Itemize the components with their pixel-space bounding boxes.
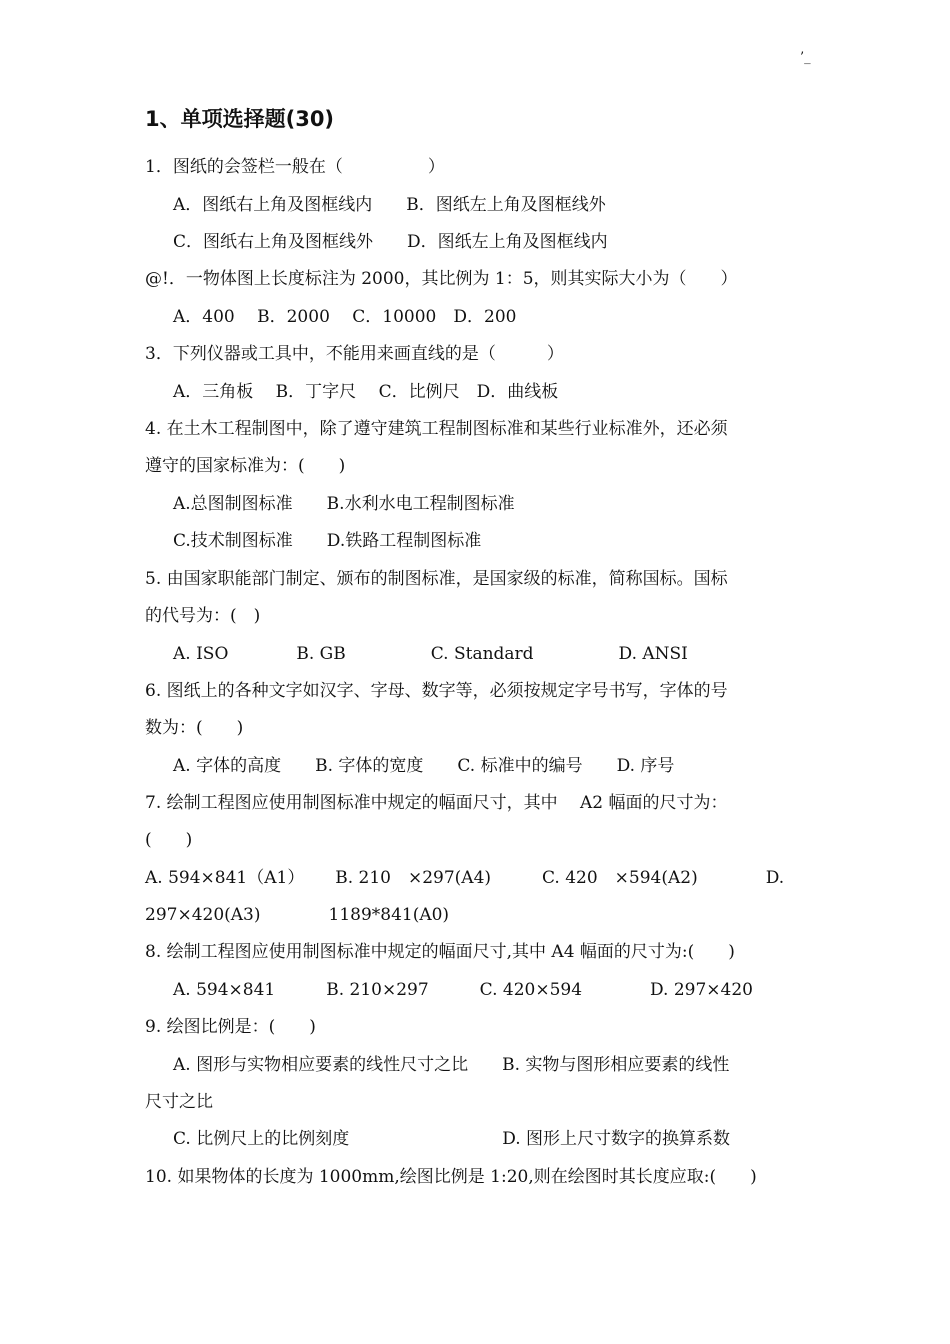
question-8-options: A. 594×841 B. 210×297 C. 420×594 D. 297×420 [173,980,753,1000]
question-4-options-cd: C.技术制图标准 D.铁路工程制图标准 [173,531,482,551]
question-6-cont: 数为：( ) [145,718,244,738]
question-6-options: A. 字体的高度 B. 字体的宽度 C. 标准中的编号 D. 序号 [173,756,675,776]
question-5-options: A. ISO B. GB C. Standard D. ANSI [173,644,688,664]
question-8: 8. 绘制工程图应使用制图标准中规定的幅面尺寸,其中 A4 幅面的尺寸为:( ) [145,942,735,962]
question-1-options-ab: A．图纸右上角及图框线内 B．图纸左上角及图框线外 [173,195,606,215]
question-2-options: A．400 B．2000 C．10000 D．200 [173,307,517,327]
question-3-options: A．三角板 B．丁字尺 C．比例尺 D．曲线板 [173,382,559,402]
question-6: 6. 图纸上的各种文字如汉字、字母、数字等，必须按规定字号书写，字体的号 [145,681,728,701]
question-7-cont: ( ) [145,830,193,850]
question-9-options-ab: A. 图形与实物相应要素的线性尺寸之比 B. 实物与图形相应要素的线性 [173,1055,730,1075]
section-heading: 1、单项选择题(30) [145,107,335,131]
question-9: 9. 绘图比例是：( ) [145,1017,316,1037]
question-2: @!．一物体图上长度标注为 2000，其比例为 1：5，则其实际大小为（ ） [145,269,738,289]
question-4-options-ab: A.总图制图标准 B.水利水电工程制图标准 [173,494,515,514]
question-7: 7. 绘制工程图应使用制图标准中规定的幅面尺寸，其中 A2 幅面的尺寸为： [145,793,728,813]
question-5: 5. 由国家职能部门制定、颁布的制图标准，是国家级的标准，简称国标。国标 [145,569,728,589]
question-1: 1．图纸的会签栏一般在（ ） [145,157,445,177]
question-1-options-cd: C．图纸右上角及图框线外 D．图纸左上角及图框线内 [173,232,608,252]
question-9-options-cd: C. 比例尺上的比例刻度 D. 图形上尺寸数字的换算系数 [173,1129,731,1149]
corner-mark: ’_ [800,50,811,65]
question-9-options-ab-cont: 尺寸之比 [145,1092,213,1112]
question-10: 10. 如果物体的长度为 1000mm,绘图比例是 1:20,则在绘图时其长度应取:( ) [145,1167,757,1187]
question-7-options-1: A. 594×841（A1） B. 210 ×297(A4) C. 420 ×594(A2) D. [145,868,785,888]
question-4: 4. 在土木工程制图中，除了遵守建筑工程制图标准和某些行业标准外，还必须 [145,419,728,439]
question-3: 3．下列仪器或工具中，不能用来画直线的是（ ） [145,344,564,364]
question-7-options-2: 297×420(A3) 1189*841(A0) [145,905,450,925]
question-4-cont: 遵守的国家标准为：( ) [145,456,346,476]
question-5-cont: 的代号为：( ) [145,606,261,626]
